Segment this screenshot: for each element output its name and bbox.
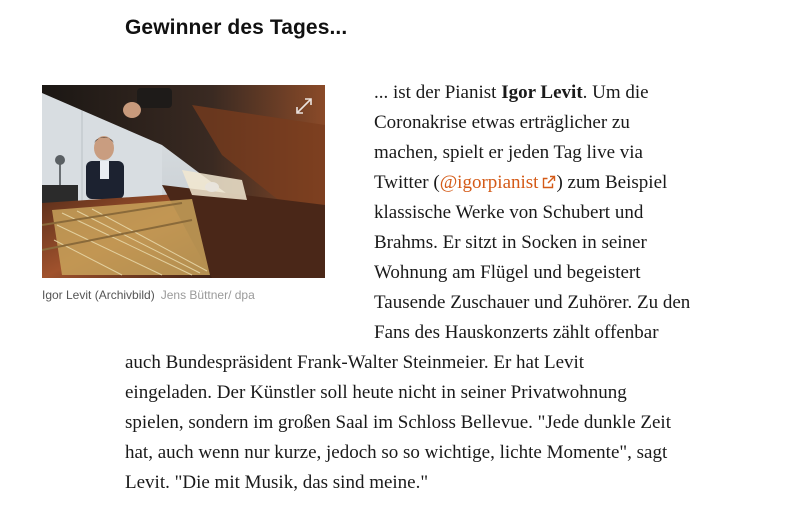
link-label: @igorpianist [439, 172, 539, 193]
body-line: spielen, sondern im großen Saal im Schloss Bellevue. "Jede dunkle Zeit [125, 412, 671, 433]
photo-illustration [42, 85, 325, 278]
expand-arrows-icon[interactable] [293, 95, 315, 117]
body-line: auch Bundespräsident Frank-Walter Steinmeier. Er hat Levit [125, 352, 585, 373]
body-line: Coronakrise etwas erträglicher zu [374, 112, 630, 133]
body-line: Levit. "Die mit Musik, das sind meine." [125, 472, 429, 493]
article-body-full [125, 348, 671, 498]
text-segment: Twitter ( [374, 172, 440, 193]
body-line: hat, auch wenn nur kurze, jedoch so so wichtige, lichte Momente", sagt [125, 442, 668, 463]
article-headline: Gewinner des Tages... [125, 16, 348, 39]
person-name-bold: Igor Levit [501, 82, 583, 103]
body-line: Wohnung am Flügel und begeistert [374, 262, 641, 283]
body-line: Brahms. Er sitzt in Socken in seiner [374, 232, 647, 253]
twitter-handle-link[interactable] [440, 172, 557, 193]
body-line: Tausende Zuschauer und Zuhörer. Zu den [374, 292, 691, 313]
text-segment: ... ist der Pianist [374, 82, 502, 103]
body-line [374, 78, 690, 108]
article-figure [42, 85, 325, 278]
article-body-column [374, 78, 690, 348]
body-line: klassische Werke von Schubert und [374, 202, 644, 223]
external-link-icon [542, 175, 556, 189]
body-line [374, 168, 690, 198]
figure-caption [42, 288, 255, 302]
text-segment: ) zum Beispiel [556, 172, 668, 193]
pianist-photo[interactable] [42, 85, 325, 278]
photo-credit: Jens Büttner/ dpa [160, 288, 255, 302]
caption-text: Igor Levit (Archivbild) [42, 288, 155, 302]
body-line: eingeladen. Der Künstler soll heute nicht in seiner Privatwohnung [125, 382, 627, 403]
body-line: machen, spielt er jeden Tag live via [374, 142, 643, 163]
text-segment: . Um die [582, 82, 649, 103]
body-line: Fans des Hauskonzerts zählt offenbar [374, 322, 659, 343]
